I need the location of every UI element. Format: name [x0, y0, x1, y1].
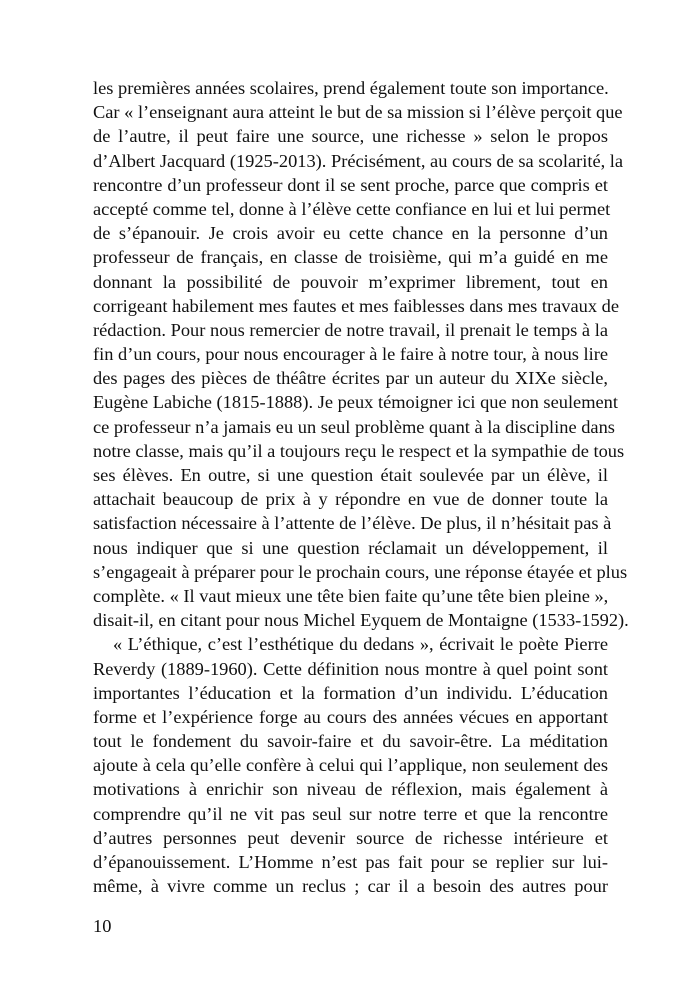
text-line: « L’éthique, c’est l’esthétique du dedans », écrivait le poète Pierre: [113, 634, 608, 655]
text-line: attachait beaucoup de prix à y répondre en vue de donner toute la: [93, 489, 608, 510]
text-line: Reverdy (1889-1960). Cette définition nous montre à quel point sont: [93, 658, 608, 679]
text-line: comprendre qu’il ne vit pas seul sur notre terre et que la rencontre: [93, 803, 608, 824]
text-line: importantes l’éducation et la formation d’un individu. L’éducation: [93, 682, 608, 703]
text-line: s’engageait à préparer pour le prochain cours, une réponse étayée et plus: [93, 561, 628, 582]
text-line: ses élèves. En outre, si une question était soulevée par un élève, il: [93, 465, 608, 485]
text-line: disait-il, en citant pour nous Michel Eyquem de Montaigne (1533-1592).: [93, 610, 629, 631]
text-line: accepté comme tel, donne à l’élève cette confiance en lui et lui permet: [93, 198, 611, 219]
text-line: Eugène Labiche (1815-1888). Je peux témoigner ici que non seulement: [93, 392, 618, 413]
text-line: professeur de français, en classe de troisième, qui m’a guidé en me: [93, 247, 608, 268]
text-line: de s’épanouir. Je crois avoir eu cette chance en la personne d’un: [93, 223, 608, 244]
text-line: tout le fondement du savoir-faire et du savoir-être. La méditation: [93, 731, 608, 752]
text-line: corrigeant habilement mes fautes et mes faiblesses dans mes travaux de: [93, 295, 619, 316]
text-line: motivations à enrichir son niveau de réflexion, mais également à: [93, 779, 608, 800]
text-line: ajoute à cela qu’elle confère à celui qui l’applique, non seulement des: [93, 755, 608, 776]
text-line: notre classe, mais qu’il a toujours reçu le respect et la sympathie de tous: [93, 440, 625, 461]
paragraph: [93, 76, 629, 632]
text-line: d’autres personnes peut devenir source de richesse intérieure et: [93, 827, 608, 848]
text-line: fin d’un cours, pour nous encourager à le faire à notre tour, à nous lire: [93, 344, 609, 365]
text-line: d’Albert Jacquard (1925-2013). Précisément, au cours de sa scolarité, la: [93, 150, 624, 171]
text-line: donnant la possibilité de pouvoir m’exprimer librement, tout en: [93, 271, 608, 292]
text-line: rencontre d’un professeur dont il se sent proche, parce que compris et: [93, 174, 608, 195]
text-line: rédaction. Pour nous remercier de notre travail, il prenait le temps à la: [93, 319, 608, 340]
text-line: Car « l’enseignant aura atteint le but de sa mission si l’élève perçoit que: [93, 102, 623, 123]
text-line: satisfaction nécessaire à l’attente de l’élève. De plus, il n’hésitait pas à: [93, 513, 612, 534]
paragraph: [93, 632, 608, 898]
page-number: 10: [93, 916, 112, 936]
text-line: des pages des pièces de théâtre écrites par un auteur du XIXe siècle,: [93, 368, 608, 389]
text-line: ce professeur n’a jamais eu un seul problème quant à la discipline dans: [93, 416, 615, 437]
text-line: même, à vivre comme un reclus ; car il a besoin des autres pour: [93, 876, 608, 897]
text-line: les premières années scolaires, prend également toute son importance.: [93, 78, 609, 98]
text-line: de l’autre, il peut faire une source, une richesse » selon le propos: [93, 126, 608, 147]
text-line: d’épanouissement. L’Homme n’est pas fait pour se replier sur lui-: [93, 852, 608, 872]
text-line: complète. « Il vaut mieux une tête bien faite qu’une tête bien pleine »,: [93, 585, 609, 606]
page-body: [93, 76, 629, 898]
text-line: forme et l’expérience forge au cours des années vécues en apportant: [93, 706, 608, 727]
text-line: nous indiquer que si une question réclamait un développement, il: [93, 537, 608, 558]
